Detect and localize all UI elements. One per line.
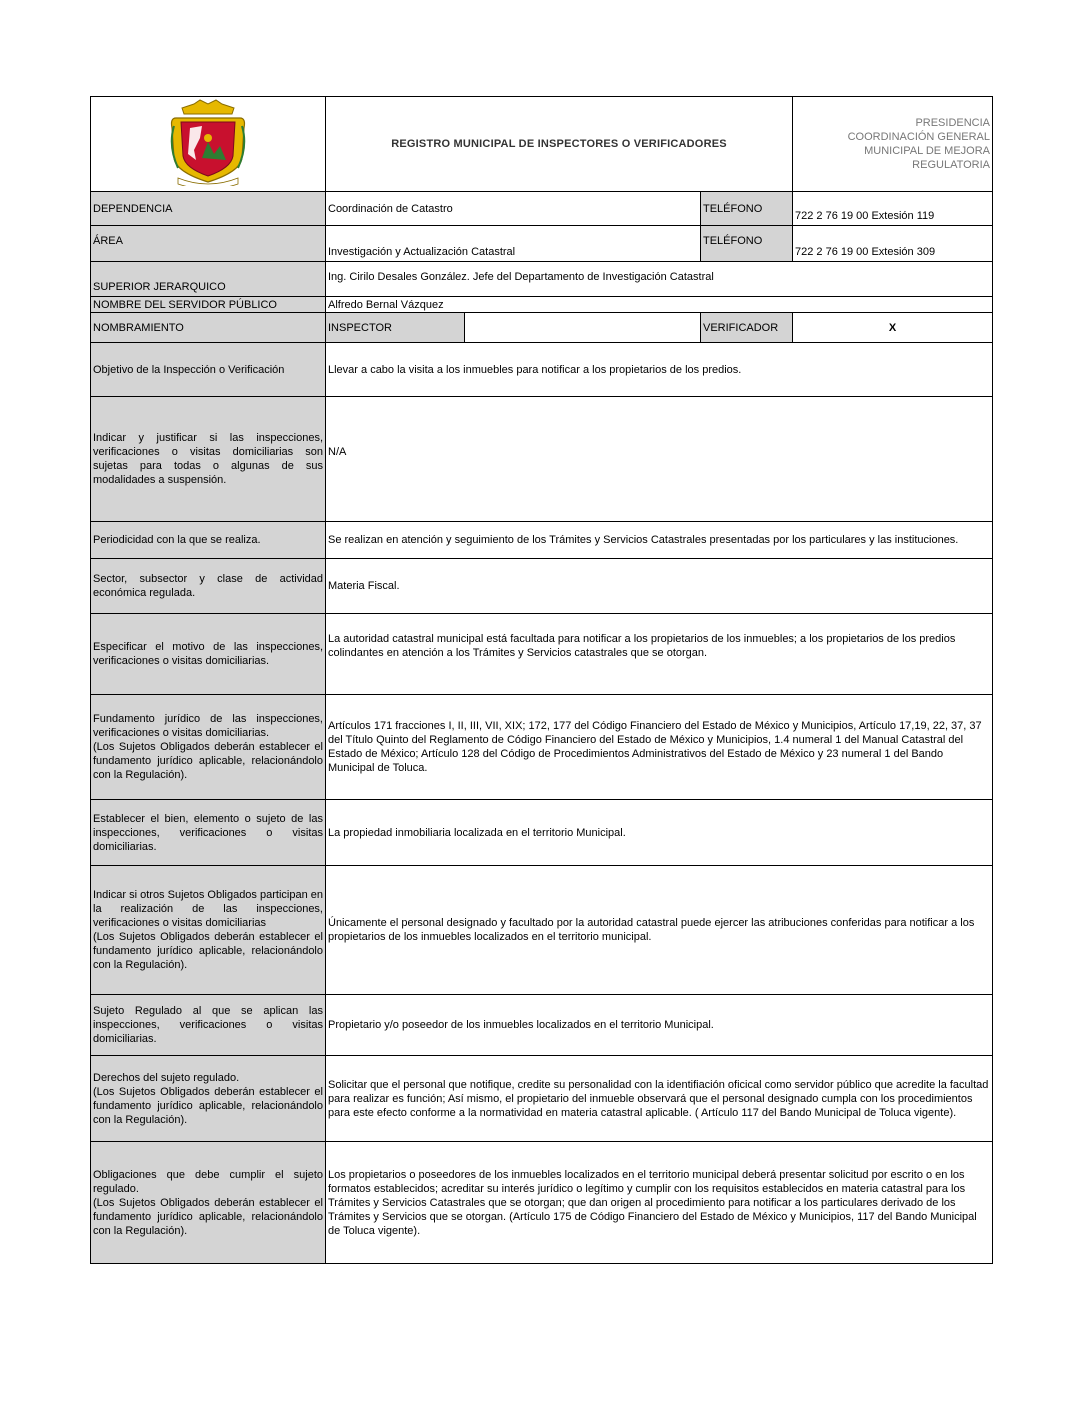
row-dependencia	[91, 192, 993, 226]
label-otros-line: (Los Sujetos Obligados deberán establecer el fundamento jurídico aplicable, relacionándolo con la Regulación).	[93, 931, 323, 971]
value-servidor: Alfredo Bernal Vázquez	[326, 297, 993, 313]
label-fundamento-line: Fundamento jurídico de las inspecciones, verificaciones o visitas domiciliarias.	[93, 713, 323, 739]
row-suspension	[91, 397, 993, 522]
value-dependencia: Coordinación de Catastro	[326, 192, 701, 226]
label-telefono-2: TELÉFONO	[701, 226, 793, 262]
presidencia-line: COORDINACIÓN GENERAL	[847, 131, 991, 143]
label-suspension: Indicar y justificar si las inspecciones, verificaciones o visitas domiciliarias son sujetas para todas o algunas de sus modalidades a suspensión.	[91, 397, 326, 522]
row-objetivo	[91, 343, 993, 397]
value-inspector	[465, 313, 701, 343]
row-obligaciones	[91, 1142, 993, 1264]
label-periodicidad: Periodicidad con la que se realiza.	[91, 522, 326, 559]
value-motivo: La autoridad catastral municipal está facultada para notificar a los propietarios de los inmuebles; a los propietarios de los predios colindantes en atención a los Trámites y Servicios catastrales que se otorgan.	[326, 614, 993, 695]
value-telefono-1: 722 2 76 19 00 Extesión 119	[793, 192, 993, 226]
presidencia-line: REGULATORIA	[912, 159, 991, 171]
presidencia-line: PRESIDENCIA	[915, 117, 991, 129]
row-periodicidad	[91, 522, 993, 559]
label-verificador: VERIFICADOR	[701, 313, 793, 343]
label-servidor: NOMBRE DEL SERVIDOR PÚBLICO	[91, 297, 326, 313]
row-motivo	[91, 614, 993, 695]
logo-cell	[91, 97, 326, 192]
label-nombramiento: NOMBRAMIENTO	[91, 313, 326, 343]
toluca-coat-of-arms-logo	[168, 98, 248, 186]
value-superior: Ing. Cirilo Desales González. Jefe del Departamento de Investigación Catastral	[326, 262, 993, 297]
value-obligaciones: Los propietarios o poseedores de los inmuebles localizados en el territorio municipal deberá presentar solicitud por escrito o en los formatos establecidos; acreditar su interés jurídico o legítimo y cumplir con los requisitos establecidos en materia catastral para los Trámites y Servicios Catastrales que se otorgan; que dan origen al procedimiento para notificar a los particulares derivado de los Trámites y Servicios que se otorgan. (Artículo 175 de Código Financiero del Estado de México y Municipios, 117 del Bando Municipal de Toluca vigente).	[326, 1142, 993, 1264]
value-suspension: N/A	[326, 397, 993, 522]
row-servidor	[91, 297, 993, 313]
label-motivo: Especificar el motivo de las inspecciones, verificaciones o visitas domiciliarias.	[91, 614, 326, 695]
presidencia-heading	[793, 97, 993, 192]
row-derechos	[91, 1056, 993, 1142]
label-dependencia: DEPENDENCIA	[91, 192, 326, 226]
value-periodicidad: Se realizan en atención y seguimiento de los Trámites y Servicios Catastrales presentadas por los particulares y las instituciones.	[326, 522, 993, 559]
label-derechos-line: Derechos del sujeto regulado.	[93, 1071, 240, 1084]
label-fundamento	[91, 695, 326, 800]
label-telefono-1: TELÉFONO	[701, 192, 793, 226]
label-objetivo: Objetivo de la Inspección o Verificación	[91, 343, 326, 397]
value-telefono-2: 722 2 76 19 00 Extesión 309	[793, 226, 993, 262]
label-otros-line: Indicar si otros Sujetos Obligados participan en la realización de las inspecciones, verificaciones o visitas domiciliarias	[93, 889, 323, 929]
label-obligaciones-line: (Los Sujetos Obligados deberán establecer el fundamento jurídico aplicable, relacionándolo con la Regulación).	[93, 1196, 323, 1237]
presidencia-line: MUNICIPAL DE MEJORA	[864, 145, 991, 157]
label-sector: Sector, subsector y clase de actividad económica regulada.	[91, 559, 326, 614]
row-area	[91, 226, 993, 262]
row-sujeto	[91, 995, 993, 1056]
value-bien: La propiedad inmobiliaria localizada en el territorio Municipal.	[326, 800, 993, 866]
value-verificador: X	[793, 313, 993, 343]
label-obligaciones	[91, 1142, 326, 1264]
label-derechos	[91, 1056, 326, 1142]
document-title: REGISTRO MUNICIPAL DE INSPECTORES O VERIFICADORES	[326, 97, 793, 192]
value-otros: Únicamente el personal designado y facultado por la autoridad catastral puede ejercer las atribuciones conferidas para notificar a los propietarios de los inmuebles localizados en el territorio municipal.	[326, 866, 993, 995]
label-inspector: INSPECTOR	[326, 313, 465, 343]
row-fundamento	[91, 695, 993, 800]
label-derechos-line: (Los Sujetos Obligados deberán establecer el fundamento jurídico aplicable, relacionándolo con la Regulación).	[93, 1085, 323, 1126]
label-superior: SUPERIOR JERARQUICO	[91, 262, 326, 297]
value-sector: Materia Fiscal.	[326, 559, 993, 614]
value-objetivo: Llevar a cabo la visita a los inmuebles para notificar a los propietarios de los predios.	[326, 343, 993, 397]
label-obligaciones-line: Obligaciones que debe cumplir el sujeto regulado.	[93, 1168, 323, 1195]
row-sector	[91, 559, 993, 614]
label-bien: Establecer el bien, elemento o sujeto de las inspecciones, verificaciones o visitas domiciliarias.	[91, 800, 326, 866]
value-sujeto: Propietario y/o poseedor de los inmuebles localizados en el territorio Municipal.	[326, 995, 993, 1056]
label-sujeto: Sujeto Regulado al que se aplican las inspecciones, verificaciones o visitas domiciliarias.	[91, 995, 326, 1056]
row-nombramiento	[91, 313, 993, 343]
label-fundamento-line: (Los Sujetos Obligados deberán establecer el fundamento jurídico aplicable, relacionándolo con la Regulación).	[93, 741, 323, 781]
label-area: ÁREA	[91, 226, 326, 262]
row-superior	[91, 262, 993, 297]
row-otros	[91, 866, 993, 995]
row-bien	[91, 800, 993, 866]
value-area: Investigación y Actualización Catastral	[326, 226, 701, 262]
value-fundamento: Artículos 171 fracciones I, II, III, VII, XIX; 172, 177 del Código Financiero del Estado de México y Municipios, Artículo 17,19, 22, 37, 37 del Título Quinto del Reglamento de Código Financiero del Estado de México y Municipios, 1.4 numeral 1 del Manual Catastral del Estado de México; Artículo 128 del Código de Procedimientos Administrativos del Estado de México y 23 numeral 1 del Bando Municipal de Toluca.	[326, 695, 993, 800]
inspector-registry-form	[90, 96, 993, 1264]
value-derechos: Solicitar que el personal que notifique, credite su personalidad con la identifiación oficical como servidor público que acredite la facultad para realizar es función; Así mismo, el propietario del inmueble observará que el personal designado cumpla con los procedimientos para este efecto conforme a la normatividad en materia catastral aplicable. ( Artículo 117 del Bando Municipal de Toluca vigente).	[326, 1056, 993, 1142]
label-otros	[91, 866, 326, 995]
